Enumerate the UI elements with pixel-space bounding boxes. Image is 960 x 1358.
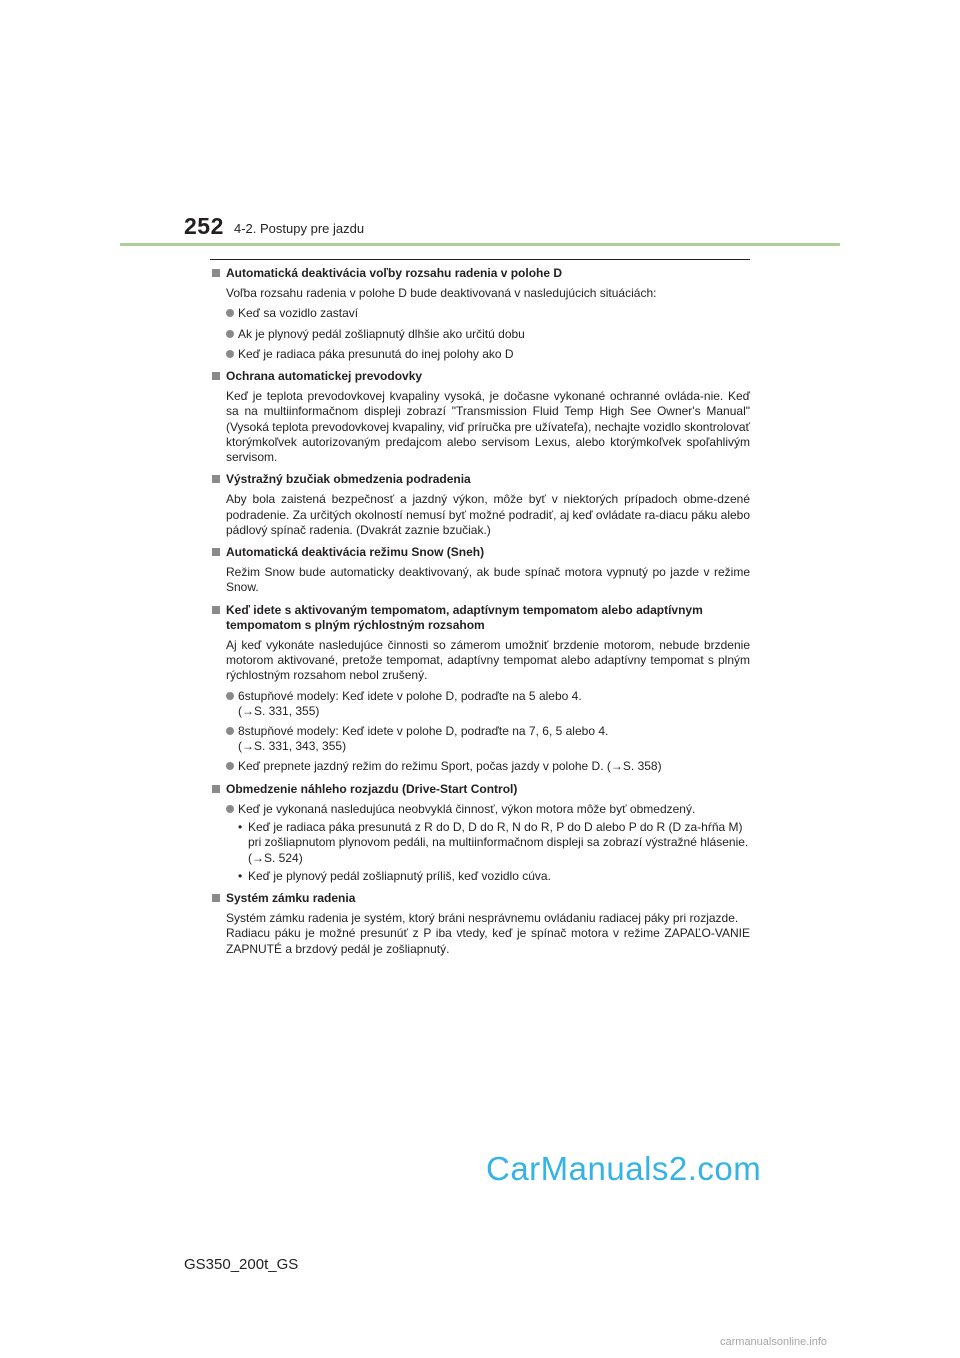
square-bullet-icon <box>212 548 220 556</box>
paragraph-line: Systém zámku radenia je systém, ktorý bráni nesprávnemu ovládaniu radiacej páky pri rozjazde. <box>226 911 739 926</box>
square-bullet-icon <box>212 269 220 277</box>
round-bullet-icon <box>226 805 234 813</box>
section-heading <box>210 891 750 906</box>
round-bullet-icon <box>226 350 234 358</box>
square-bullet-icon <box>212 475 220 483</box>
list-item <box>210 759 750 774</box>
page-reference: (→S. 331, 343, 355) <box>238 739 347 754</box>
footer-model-code: GS350_200t_GS <box>184 1256 299 1273</box>
bottom-site-logo[interactable]: carmanualsonline.info <box>720 1336 828 1348</box>
list-item <box>210 689 750 719</box>
list-item-text: Keď sa vozidlo zastaví <box>238 306 359 321</box>
sub-list-item <box>210 869 750 884</box>
list-item <box>210 306 750 321</box>
top-rule <box>210 259 750 260</box>
sub-list-item <box>210 820 750 866</box>
list-item <box>210 724 750 754</box>
list-item-text: Keď je plynový pedál zošliapnutý príliš, keď vozidlo cúva. <box>248 868 551 883</box>
heading-text: Keď idete s aktivovaným tempomatom, adaptívnym tempomatom alebo adaptívnym tempomatom s plným rýchlostným rozsahom <box>226 602 703 632</box>
header-rule <box>120 243 840 246</box>
round-bullet-icon <box>226 309 234 317</box>
round-bullet-icon <box>226 727 234 735</box>
square-bullet-icon <box>212 785 220 793</box>
section-heading <box>210 369 750 384</box>
list-item-text: Keď je radiaca páka presunutá do inej polohy ako D <box>238 346 514 361</box>
round-bullet-icon <box>226 762 234 770</box>
section-heading <box>210 545 750 560</box>
list-item-text: Ak je plynový pedál zošliapnutý dlhšie ako určitú dobu <box>238 326 525 341</box>
paragraph: Aby bola zaistená bezpečnosť a jazdný výkon, môže byť v niektorých prípadoch obme-dzené podradenie. Za určitých okolností nemusí byť možné podradiť, aj keď ovládate ra-diacu páku alebo pádlový spínač radenia. (Dvakrát zaznie bzučiak.) <box>226 492 751 537</box>
square-bullet-icon <box>212 606 220 614</box>
page-reference: (→S. 331, 355) <box>238 703 320 718</box>
round-bullet-icon <box>226 692 234 700</box>
square-bullet-icon <box>212 372 220 380</box>
small-dot-icon: • <box>238 868 243 883</box>
heading-text: Výstražný bzučiak obmedzenia podradenia <box>226 472 471 487</box>
paragraph: Keď je teplota prevodovkovej kvapaliny vysoká, je dočasne vykonané ochranné ovláda-nie. Keď sa na multiinformačnom displeji zobrazí "Transmission Fluid Temp High See Owner's Manual" (Vysoká teplota prevodovkovej kvapaliny, viď príručka pre užívateľa), nechajte vozidlo skontrolovať ktorýmkoľvek autorizovaným predajcom alebo servisom Lexus, alebo ktorýmkoľvek spoľahlivým servisom. <box>226 389 750 465</box>
heading-text: Automatická deaktivácia voľby rozsahu radenia v polohe D <box>226 266 563 280</box>
list-item <box>210 347 750 362</box>
section-heading <box>210 603 750 633</box>
round-bullet-icon <box>226 330 234 338</box>
heading-text: Ochrana automatickej prevodovky <box>226 369 423 384</box>
list-item-text: 8stupňové modely: Keď idete v polohe D, podraďte na 7, 6, 5 alebo 4. <box>238 724 609 739</box>
small-dot-icon: • <box>238 820 243 835</box>
list-item-text: Keď je radiaca páka presunutá z R do D, D do R, N do R, P do D alebo P do R (D za-hŕňa M) pri zošliapnutom plynovom pedáli, na multiinformačnom displeji sa zobrazí výstražné hlásenie. <box>248 820 749 850</box>
page-reference: (→S. 358) <box>606 759 662 774</box>
list-item-text: Keď prepnete jazdný režim do režimu Sport, počas jazdy v polohe D. <box>238 759 604 774</box>
paragraph: Voľba rozsahu radenia v polohe D bude deaktivovaná v nasledujúcich situáciách: <box>226 286 657 301</box>
heading-text: Automatická deaktivácia režimu Snow (Sneh) <box>226 545 485 560</box>
heading-text: Obmedzenie náhleho rozjazdu (Drive-Start Control) <box>226 781 518 796</box>
paragraph: Aj keď vykonáte nasledujúce činnosti so zámerom umožniť brzdenie motorom, nebude brzdenie motorom aktivované, pretože tempomat, adaptívny tempomat alebo adaptívny tempomat s plným rýchlostným rozsahom nebol zrušený. <box>226 638 750 683</box>
section-heading <box>210 782 750 797</box>
page-reference: (→S. 524) <box>248 850 303 865</box>
section-title: 4-2. Postupy pre jazdu <box>234 221 365 236</box>
list-item <box>210 802 750 817</box>
section-heading <box>210 266 750 281</box>
square-bullet-icon <box>212 894 220 902</box>
paragraph-line: Radiacu páku je možné presunúť z P iba vtedy, keď je spínač motora v režime ZAPAĽO-VANIE ZAPNUTÉ a brzdový pedál je zošliapnutý. <box>226 926 750 956</box>
list-item-text: Keď je vykonaná nasledujúca neobvyklá činnosť, výkon motora môže byť obmedzený. <box>238 801 696 816</box>
page-content <box>210 266 750 957</box>
list-item-text: 6stupňové modely: Keď idete v polohe D, podraďte na 5 alebo 4. <box>238 688 582 703</box>
heading-text: Systém zámku radenia <box>226 890 356 905</box>
section-heading <box>210 472 750 487</box>
page-number: 252 <box>184 213 224 239</box>
paragraph <box>210 911 750 957</box>
list-item <box>210 327 750 342</box>
paragraph: Režim Snow bude automaticky deaktivovaný, ak bude spínač motora vypnutý po jazde v režime Snow. <box>226 565 750 595</box>
watermark-link[interactable]: CarManuals2.com <box>486 1150 762 1187</box>
